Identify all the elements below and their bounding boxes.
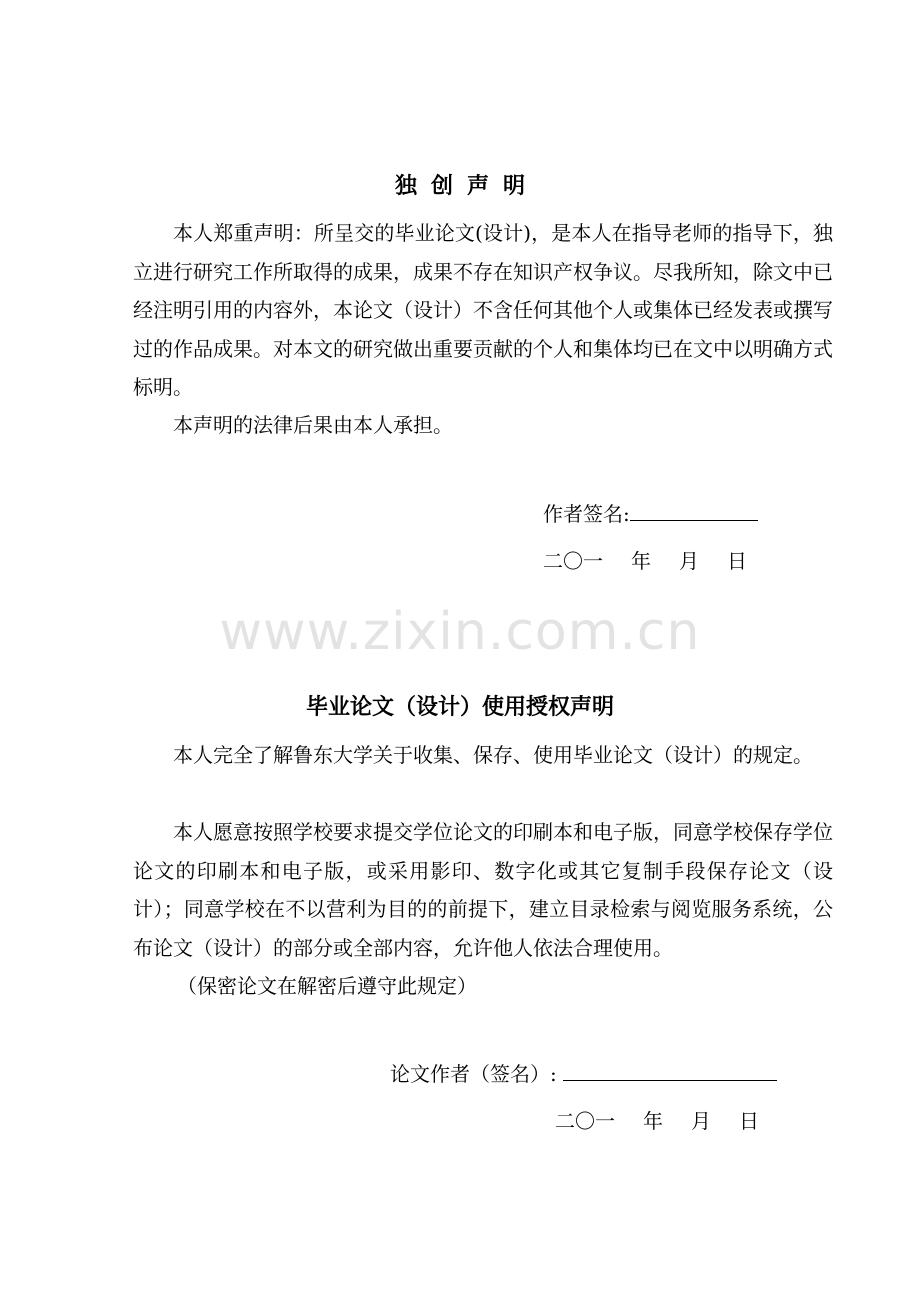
year-label: 年 — [631, 549, 651, 573]
declaration-paragraph-1: 本人郑重声明：所呈交的毕业论文(设计)，是本人在指导老师的指导下，独立进行研究工作所取得的成果，成果不存在知识产权争议。尽我所知，除文中已经注明引用的内容外，本论文（设计）不含任何其他个人或集体已经发表或撰写过的作品成果。对本文的研究做出重要贡献的个人和集体均已在文中以明确方式标明。 — [133, 221, 833, 400]
signature-line — [563, 1058, 777, 1081]
watermark: www.zixin.com.cn — [219, 602, 701, 662]
authorization-title: 毕业论文（设计）使用授权声明 — [305, 695, 614, 720]
year-label: 年 — [643, 1109, 663, 1133]
month-label: 月 — [679, 549, 699, 573]
declaration-date — [543, 546, 747, 576]
declaration-title: 独创声明 — [394, 174, 539, 199]
declaration-paragraph-2: 本声明的法律后果由本人承担。 — [173, 413, 453, 437]
signature-label: 作者签名: — [543, 502, 630, 526]
authorization-paragraph-1: 本人完全了解鲁东大学关于收集、保存、使用毕业论文（设计）的规定。 — [173, 743, 813, 767]
date-prefix: 二〇一 — [543, 549, 603, 573]
signature-line — [630, 498, 758, 521]
authorization-paragraph-3: （保密论文在解密后遵守此规定） — [177, 974, 477, 998]
day-label: 日 — [739, 1109, 759, 1133]
declaration-signature — [543, 498, 758, 529]
authorization-date — [555, 1106, 759, 1136]
signature-label: 论文作者（签名）: — [390, 1062, 557, 1086]
authorization-signature — [390, 1058, 777, 1089]
authorization-paragraph-2: 本人愿意按照学校要求提交学位论文的印刷本和电子版，同意学校保存学位论文的印刷本和电子版，或采用影印、数字化或其它复制手段保存论文（设计）；同意学校在不以营利为目的的前提下，建立目录检索与阅览服务系统，公布论文（设计）的部分或全部内容，允许他人依法合理使用。 — [133, 820, 833, 960]
month-label: 月 — [691, 1109, 711, 1133]
date-prefix: 二〇一 — [555, 1109, 615, 1133]
day-label: 日 — [727, 549, 747, 573]
